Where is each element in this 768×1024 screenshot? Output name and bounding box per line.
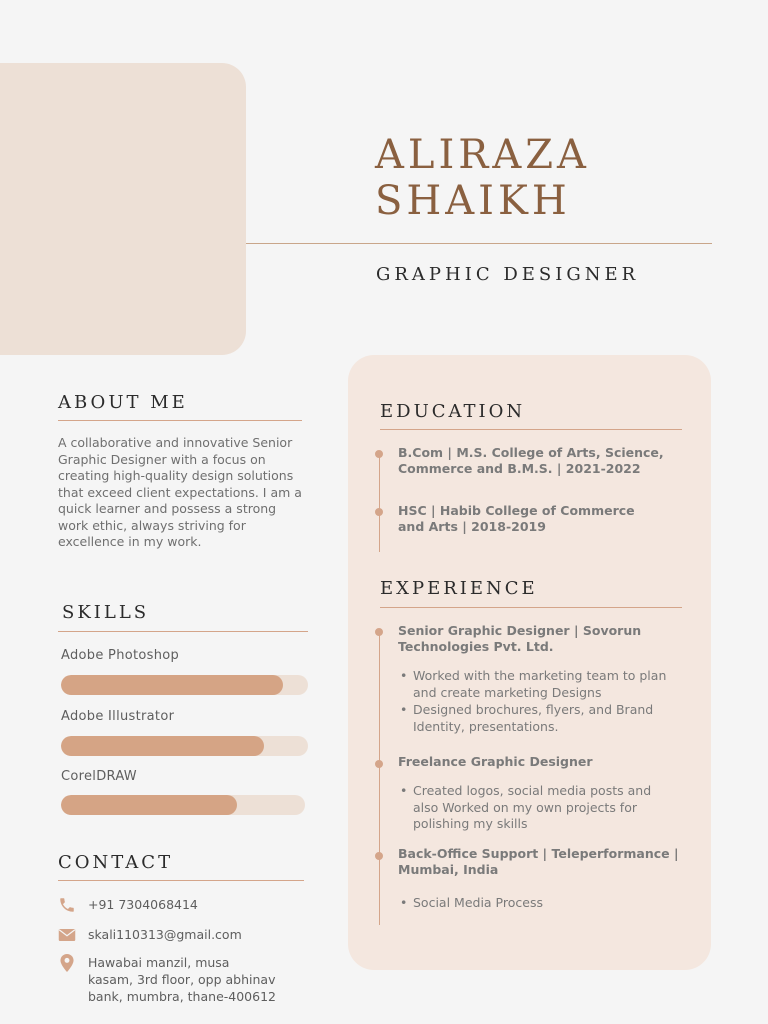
education-item-hsc: HSC | Habib College of Commerce and Arts | 2018-2019 xyxy=(398,503,635,534)
experience-item-title: Senior Graphic Designer | Sovorun Technologies Pvt. Ltd. xyxy=(398,623,642,654)
contact-email-row xyxy=(58,926,242,944)
location-pin-icon xyxy=(58,954,76,972)
experience-timeline xyxy=(379,630,380,925)
contact-title: CONTACT xyxy=(58,852,174,873)
about-title: ABOUT ME xyxy=(58,392,188,413)
photo-placeholder xyxy=(0,63,246,355)
contact-address-row xyxy=(58,954,278,1005)
education-divider xyxy=(380,429,682,430)
skills-title: SKILLS xyxy=(62,602,150,623)
list-item: • Worked with the marketing team to plan and create marketing Designs xyxy=(398,668,688,701)
contact-phone-row xyxy=(58,896,198,914)
skill-fill-illustrator xyxy=(61,736,264,756)
experience-item-title: Freelance Graphic Designer xyxy=(398,754,593,769)
skills-divider xyxy=(58,631,308,632)
about-text: A collaborative and innovative Senior Graphic Designer with a focus on creating high-quality design solutions that exceed client expectations. I am a quick learner and possess a strong work ethic, always striving for excellence in my work. xyxy=(58,435,302,549)
contact-address: Hawabai manzil, musa kasam, 3rd floor, opp abhinav bank, mumbra, thane-400612 xyxy=(88,955,276,1004)
timeline-dot xyxy=(375,628,383,636)
candidate-name xyxy=(375,132,590,224)
timeline-dot xyxy=(375,450,383,458)
skill-bar-coreldraw xyxy=(61,795,305,815)
experience-item-bullets xyxy=(398,783,673,834)
education-item-bcom: B.Com | M.S. College of Arts, Science, Commerce and B.M.S. | 2021-2022 xyxy=(398,445,664,476)
name-last: SHAIKH xyxy=(375,178,571,224)
timeline-dot xyxy=(375,852,383,860)
job-role: GRAPHIC DESIGNER xyxy=(376,264,640,285)
experience-title: EXPERIENCE xyxy=(380,578,538,599)
list-item: • Created logos, social media posts and also Worked on my own projects for polishing my skills xyxy=(398,783,673,833)
mail-icon xyxy=(58,926,76,944)
experience-divider xyxy=(380,607,682,608)
list-item: • Designed brochures, flyers, and Brand Identity, presentations. xyxy=(398,702,688,735)
skill-label-photoshop: Adobe Photoshop xyxy=(61,648,180,663)
header-divider xyxy=(246,243,712,244)
timeline-dot xyxy=(375,760,383,768)
about-divider xyxy=(58,420,302,421)
skill-bar-photoshop xyxy=(61,675,308,695)
skill-label-illustrator: Adobe Illustrator xyxy=(61,709,175,724)
contact-divider xyxy=(58,880,304,881)
experience-item-title: Back-Office Support | Teleperformance | Mumbai, India xyxy=(398,846,679,877)
skill-fill-coreldraw xyxy=(61,795,237,815)
contact-email[interactable]: skali110313@gmail.com xyxy=(88,927,242,942)
contact-phone[interactable]: +91 7304068414 xyxy=(88,897,198,912)
skill-bar-illustrator xyxy=(61,736,308,756)
experience-item-bullets xyxy=(398,895,688,913)
experience-item-bullets xyxy=(398,668,688,736)
timeline-dot xyxy=(375,508,383,516)
skill-fill-photoshop xyxy=(61,675,283,695)
phone-icon xyxy=(58,896,76,914)
name-first: ALIRAZA xyxy=(375,132,590,178)
list-item: • Social Media Process xyxy=(398,895,688,912)
skill-label-coreldraw: CorelDRAW xyxy=(61,769,137,784)
education-timeline xyxy=(379,452,380,552)
education-title: EDUCATION xyxy=(380,401,526,422)
